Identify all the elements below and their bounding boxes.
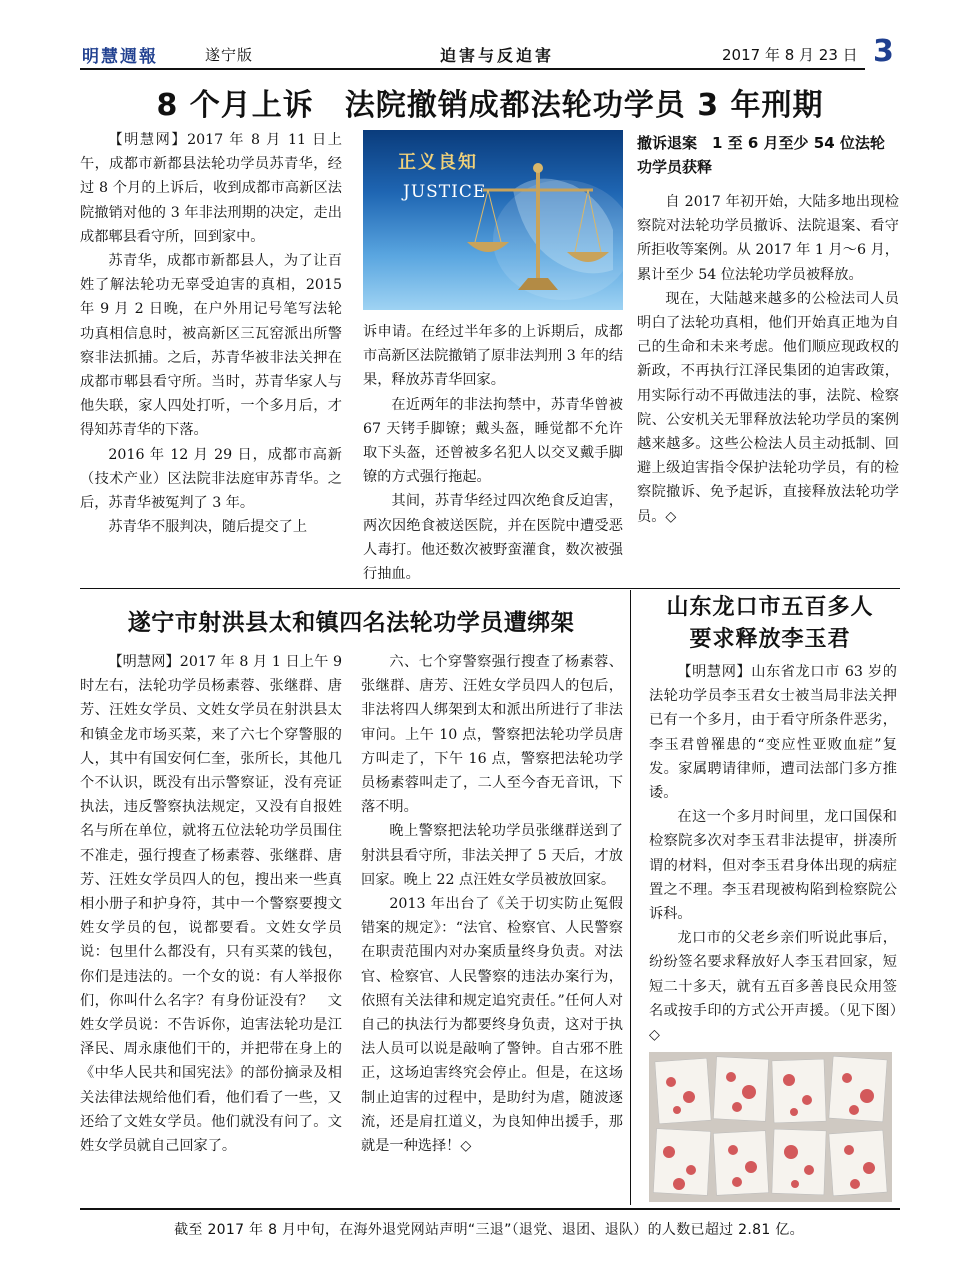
- footer-notice: 截至 2017 年 8 月中旬，在海外退党网站声明“三退”（退党、退团、退队）的人数已超过 2.81 亿。: [174, 1222, 804, 1238]
- justice-illustration: [363, 130, 623, 310]
- article1-title: 8 个月上诉 法院撤销成都法轮功学员 3 年刑期: [156, 88, 824, 123]
- article3-body: [649, 660, 897, 1047]
- article2-title: 遂宁市射洪县太和镇四名法轮功学员遭绑架: [127, 610, 575, 636]
- article3-title: [640, 592, 900, 656]
- section-title: 迫害与反迫害: [440, 46, 555, 65]
- article1-column1: [80, 128, 342, 539]
- paragraph: 龙口市的父老乡亲们听说此事后，纷纷签名要求释放好人李玉君回家，短短二十多天，就有五百多善良民众用签名或按手印的方式公开声援。（见下图）◇: [649, 930, 897, 1044]
- article1-column2: [363, 320, 623, 586]
- paragraph: 自 2017 年初开始，大陆多地出现检察院对法轮功学员撤诉、法院退案、看守所拒收等案例。从 2017 年 1 月～6 月，累计至少 54 位法轮功学员被释放。: [637, 194, 899, 283]
- paragraph: 【明慧网】山东省龙口市 63 岁的法轮功学员李玉君女士被当局非法关押已有一个多月，由于看守所条件恶劣，李玉君曾罹患的“变应性亚败血症”复发。家属聘请律师，遭司法部门多方推诿。: [649, 664, 897, 802]
- article2-column1: [80, 650, 342, 1158]
- sidebar1-body: [637, 190, 899, 529]
- page-number: 3: [873, 34, 894, 69]
- paragraph: 【明慧网】2017 年 8 月 11 日上午，成都市新都县法轮功学员苏青华，经过 8 个月的上诉后，收到成都市高新区法院撤销对他的 3 年非法刑期的决定，走出成都郫县看守所，回到家中。: [80, 132, 342, 245]
- article2-column2: [361, 650, 623, 1158]
- petition-sheets-icon: [649, 1052, 892, 1202]
- issue-date: 2017 年 8 月 23 日: [722, 46, 858, 64]
- header-rule: [80, 68, 865, 70]
- paragraph: 晚上警察把法轮功学员张继群送到了射洪县看守所，非法关押了 5 天后，才放回家。晚上 22 点汪姓女学员被放回家。: [361, 823, 623, 888]
- edition-label: 遂宁版: [205, 46, 254, 64]
- masthead-title: 明慧週報: [82, 47, 158, 67]
- horizontal-divider: [80, 588, 900, 589]
- footer-rule: [80, 1208, 900, 1210]
- petition-signatures-photo: [649, 1052, 892, 1202]
- paragraph: 六、七个穿警察强行搜查了杨素蓉、张继群、唐芳、汪姓女学员四人的包后，非法将四人绑架到太和派出所进行了非法审问。上午 10 点，警察把法轮功学员唐方叫走了，下午 16 点，警察把法轮功学员杨素蓉叫走了，二人至今杳无音讯，下落不明。: [361, 654, 623, 816]
- paragraph: 2013 年出台了《关于切实防止冤假错案的规定》：“法官、检察官、人民警察在职责范围内对办案质量终身负责。对法官、检察官、人民警察的违法办案行为，依照有关法律和规定追究责任。”任何人对自己的执法行为都要终身负责，这对于执法人员可以说是敲响了警钟。自古邪不胜正，这场迫害终究会停止。但是，在这场制止迫害的过程中，是助纣为虐，随波逐流，还是肩扛道义，为良知伸出援手，那就是一种选择！◇: [361, 896, 623, 1155]
- image-caption-cn: 正义良知: [398, 152, 478, 173]
- sidebar1-headline: 撤诉退案 1 至 6 月至少 54 位法轮功学员获释: [637, 134, 885, 176]
- paragraph: 其间，苏青华经过四次绝食反迫害，两次因绝食被送医院，并在医院中遭受恶人毒打。他还数次被野蛮灌食，数次被强行抽血。: [363, 493, 623, 583]
- article3-title-line1: 山东龙口市五百多人: [666, 595, 874, 620]
- paragraph: 诉申请。在经过半年多的上诉期后，成都市高新区法院撤销了原非法判刑 3 年的结果，释放苏青华回家。: [363, 324, 623, 389]
- paragraph: 【明慧网】2017 年 8 月 1 日上午 9 时左右，法轮功学员杨素蓉、张继群、唐芳、汪姓女学员、文姓女学员在射洪县太和镇金龙市场买菜，来了六七个穿警服的人，其中有国安何仁奎，张所长，其他几个不认识，既没有出示警察证，没有亮证执法，违反警察执法规定，又没有自报姓名与所在单位，就将五位法轮功学员围住不准走，强行搜查了杨素蓉、张继群、唐芳、汪姓女学员四人的包，搜出来一些真相小册子和护身符，其中一个警察要搜文姓女学员的包，说都要看。文姓女学员说：包里什么都没有，只有买菜的钱包，你们是违法的。一个女的说：有人举报你们，你叫什么名字？有身份证没有？ 文姓女学员说：不告诉你，迫害法轮功是江泽民、周永康他们干的，并把带在身上的《中华人民共和国宪法》的部份摘录及相关法律法规给他们看，他们看了一些，又还给了文姓女学员。他们就没有问了。文姓女学员就自己回家了。: [80, 654, 342, 1155]
- paragraph: 现在，大陆越来越多的公检法司人员明白了法轮功真相，他们开始真正地为自己的生命和未来考虑。他们顺应现政权的新政，不再执行江泽民集团的迫害政策，用实际行动不再做违法的事，法院、检察院、公安机关无罪释放法轮功学员的案例越来越多。这些公检法人员主动抵制、回避上级迫害指令保护法轮功学员，有的检察院撤诉、免予起诉，直接释放法轮功学员。◇: [637, 290, 899, 525]
- vertical-divider: [630, 590, 631, 1205]
- image-caption-en: JUSTICE: [403, 182, 487, 202]
- article3-title-line2: 要求释放李玉君: [689, 627, 851, 652]
- paragraph: 2016 年 12 月 29 日，成都市高新（技术产业）区法院非法庭审苏青华。之后，苏青华被冤判了 3 年。: [80, 446, 342, 512]
- paragraph: 苏青华，成都市新都县人，为了让百姓了解法轮功无辜受迫害的真相，2015 年 9 月 2 日晚，在户外用记号笔写法轮功真相信息时，被高新区三瓦窑派出所警察非法抓捕。之后，苏青华被非法关押在成都市郫县看守所。当时，苏青华家人与他失联，家人四处打听，一个多月后，才得知苏青华的下落。: [80, 253, 342, 439]
- paragraph: 在近两年的非法拘禁中，苏青华曾被 67 天铐手脚镣；戴头盔，睡觉都不允许取下头盔，还曾被多名犯人以交叉戴手脚镣的方式强行拖起。: [363, 396, 623, 486]
- paragraph: 在这一个多月时间里，龙口国保和检察院多次对李玉君非法提审，拼凑所谓的材料，但对李玉君身体出现的病症置之不理。李玉君现被构陷到检察院公诉科。: [649, 809, 897, 923]
- paragraph: 苏青华不服判决，随后提交了上: [108, 519, 308, 536]
